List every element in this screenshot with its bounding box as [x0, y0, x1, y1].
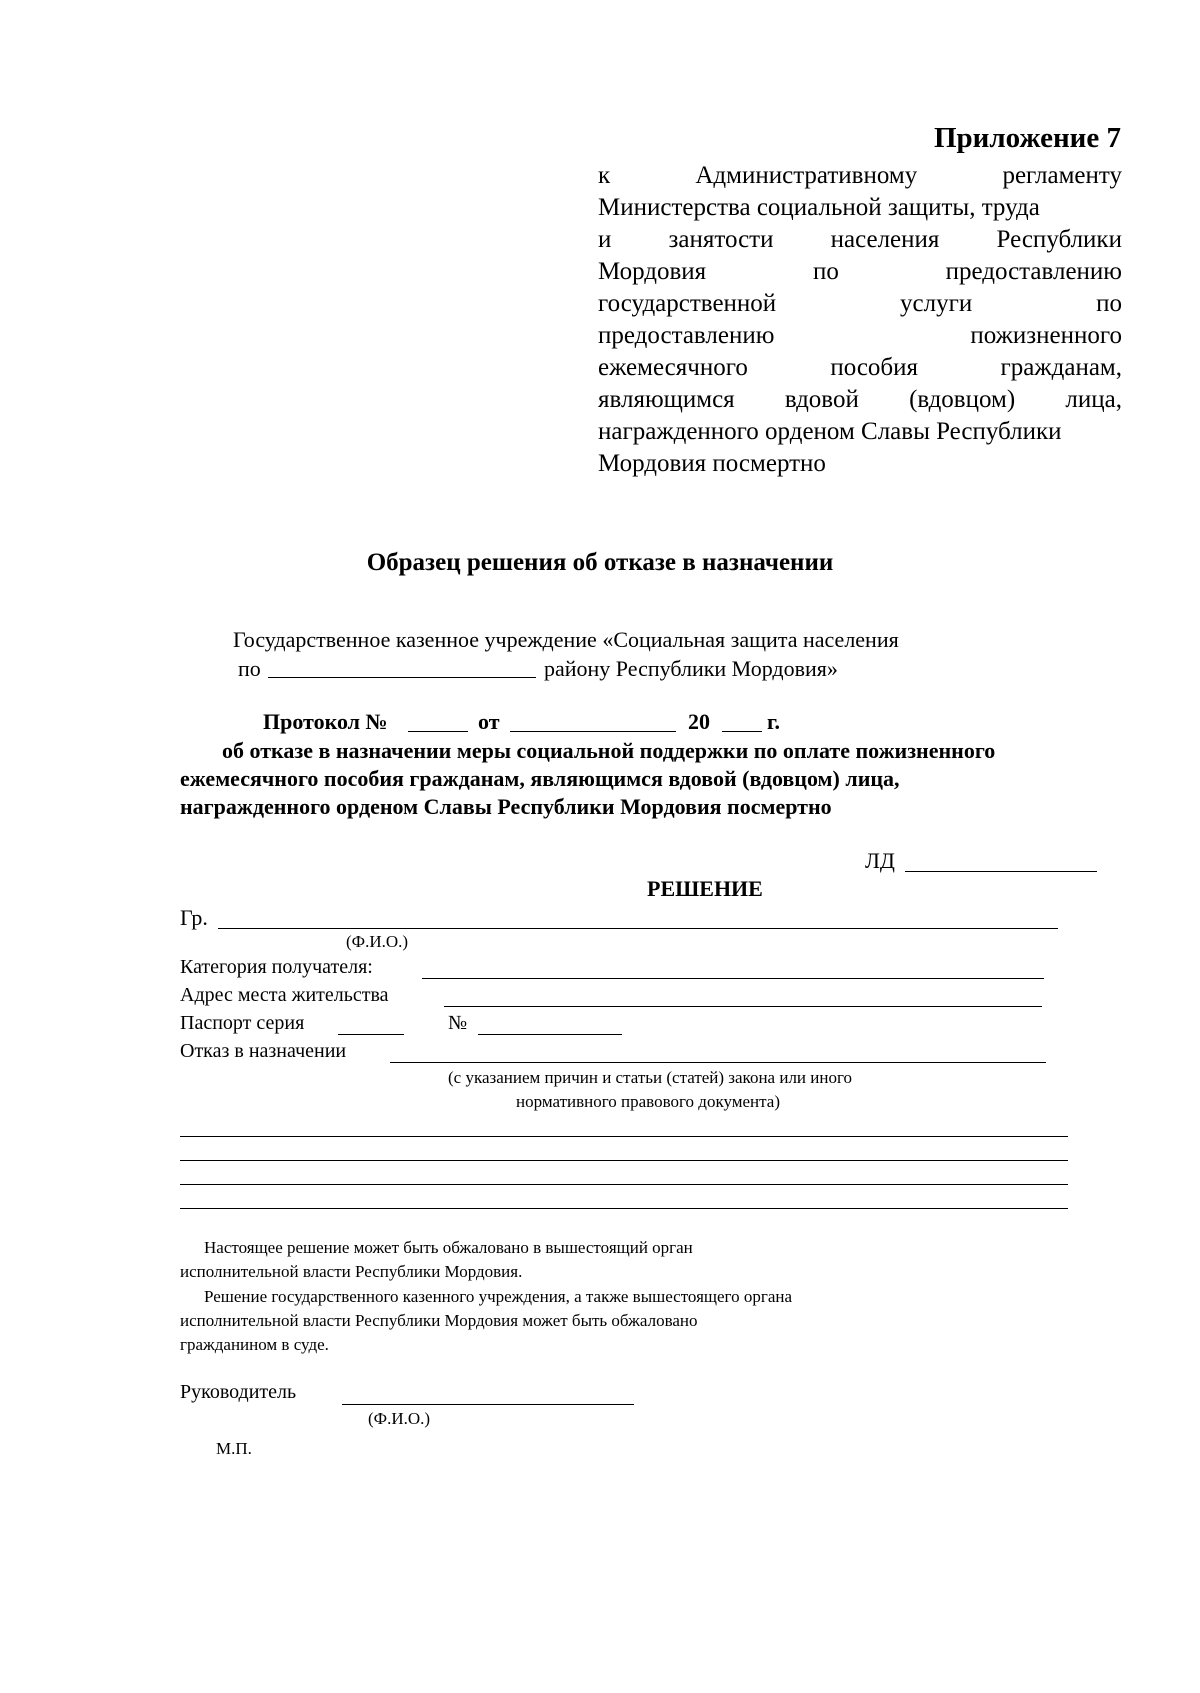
appendix-word: Административному — [695, 162, 918, 189]
refusal-caption: нормативного правового документа) — [516, 1092, 780, 1111]
court-note: Решение государственного казенного учреждения, а также вышестоящего органа — [204, 1287, 793, 1306]
reason-blank-line[interactable] — [180, 1160, 1068, 1161]
head-signature-blank[interactable] — [342, 1404, 634, 1405]
appendix-word: ежемесячного — [598, 354, 748, 381]
appendix-line — [598, 416, 1122, 448]
protocol-year-suffix: г. — [767, 709, 781, 734]
institution-line: Государственное казенное учреждение «Социальная защита населения — [233, 627, 899, 652]
appeal-note: исполнительной власти Республики Мордовия. — [180, 1262, 523, 1281]
appendix-word: Мордовия посмертно — [598, 450, 826, 477]
appendix-word: к — [598, 162, 611, 189]
appendix-line — [598, 160, 1122, 192]
address-label: Адрес места жительства — [180, 984, 389, 1006]
passport-number-label: № — [448, 1012, 468, 1034]
head-label: Руководитель — [180, 1381, 297, 1403]
ld-blank[interactable] — [905, 871, 1097, 872]
appendix-line — [598, 224, 1122, 256]
appendix-word: Министерства социальной защиты, труда — [598, 194, 1040, 221]
appendix-word: услуги — [900, 290, 973, 317]
institution-prefix: по — [238, 656, 261, 681]
refusal-label: Отказ в назначении — [180, 1040, 347, 1062]
appendix-word: Республики — [996, 226, 1122, 253]
court-note: гражданином в суде. — [180, 1335, 329, 1354]
appendix-word: пожизненного — [970, 322, 1122, 349]
reason-blank-line[interactable] — [180, 1184, 1068, 1185]
appendix-line — [598, 320, 1122, 352]
protocol-subject-line: об отказе в назначении меры социальной поддержки по оплате пожизненного — [222, 738, 996, 763]
refusal-blank[interactable] — [390, 1062, 1046, 1063]
appendix-word: гражданам, — [1000, 354, 1122, 381]
address-blank[interactable] — [444, 1006, 1042, 1007]
passport-series-label: Паспорт серия — [180, 1012, 305, 1034]
appendix-word: населения — [830, 226, 940, 253]
appendix-word: государственной — [598, 290, 777, 317]
appendix-line — [598, 256, 1122, 288]
protocol-subject-line: награжденного орденом Славы Республики Мордовия посмертно — [180, 794, 832, 819]
protocol-date-blank[interactable] — [510, 731, 676, 732]
protocol-label: Протокол № — [263, 709, 388, 734]
reason-blank-line[interactable] — [180, 1136, 1068, 1137]
signature-fio-caption: (Ф.И.О.) — [368, 1409, 431, 1428]
institution-suffix: району Республики Мордовия» — [544, 656, 838, 681]
category-blank[interactable] — [422, 978, 1044, 979]
appendix-word: Мордовия — [598, 258, 707, 285]
appendix-word: являющимся — [598, 386, 735, 413]
document-title: Образец решения об отказе в назначении — [366, 549, 834, 576]
appendix-word: регламенту — [1002, 162, 1122, 189]
reason-blank-line[interactable] — [180, 1208, 1068, 1209]
refusal-caption: (с указанием причин и статьи (статей) закона или иного — [448, 1068, 853, 1087]
protocol-year-blank[interactable] — [722, 731, 762, 732]
protocol-year: 20 — [688, 709, 710, 734]
appendix-word: занятости — [668, 226, 774, 253]
fio-caption: (Ф.И.О.) — [346, 932, 409, 951]
appendix-word: предоставлению — [945, 258, 1122, 285]
district-blank[interactable] — [268, 677, 536, 678]
appendix-line — [598, 352, 1122, 384]
category-label: Категория получателя: — [180, 956, 373, 978]
appendix-line — [598, 448, 1122, 480]
appendix-line — [598, 288, 1122, 320]
seal-label: М.П. — [216, 1439, 252, 1458]
decision-heading: РЕШЕНИЕ — [647, 876, 763, 901]
protocol-number-blank[interactable] — [408, 731, 468, 732]
protocol-from: от — [478, 709, 500, 734]
citizen-label: Гр. — [180, 905, 208, 930]
appendix-word: вдовой — [784, 386, 859, 413]
appendix-word: по — [1096, 290, 1122, 317]
passport-series-blank[interactable] — [338, 1034, 404, 1035]
appendix-word: награжденного орденом Славы Республики — [598, 418, 1062, 445]
appendix-line — [598, 384, 1122, 416]
appeal-note: Настоящее решение может быть обжаловано в вышестоящий орган — [204, 1238, 693, 1257]
appendix-line — [598, 192, 1122, 224]
protocol-subject-line: ежемесячного пособия гражданам, являющимся вдовой (вдовцом) лица, — [180, 766, 900, 791]
ld-label: ЛД — [865, 848, 895, 873]
appendix-word: по — [812, 258, 839, 285]
passport-number-blank[interactable] — [478, 1034, 622, 1035]
appendix-word: пособия — [830, 354, 919, 381]
citizen-name-blank[interactable] — [218, 928, 1058, 929]
appendix-word: лица, — [1065, 386, 1122, 413]
appendix-word: предоставлению — [598, 322, 775, 349]
appendix-word: (вдовцом) — [909, 386, 1016, 413]
appendix-word: и — [598, 226, 612, 253]
appendix-title: Приложение 7 — [934, 122, 1121, 154]
court-note: исполнительной власти Республики Мордовия может быть обжаловано — [180, 1311, 698, 1330]
